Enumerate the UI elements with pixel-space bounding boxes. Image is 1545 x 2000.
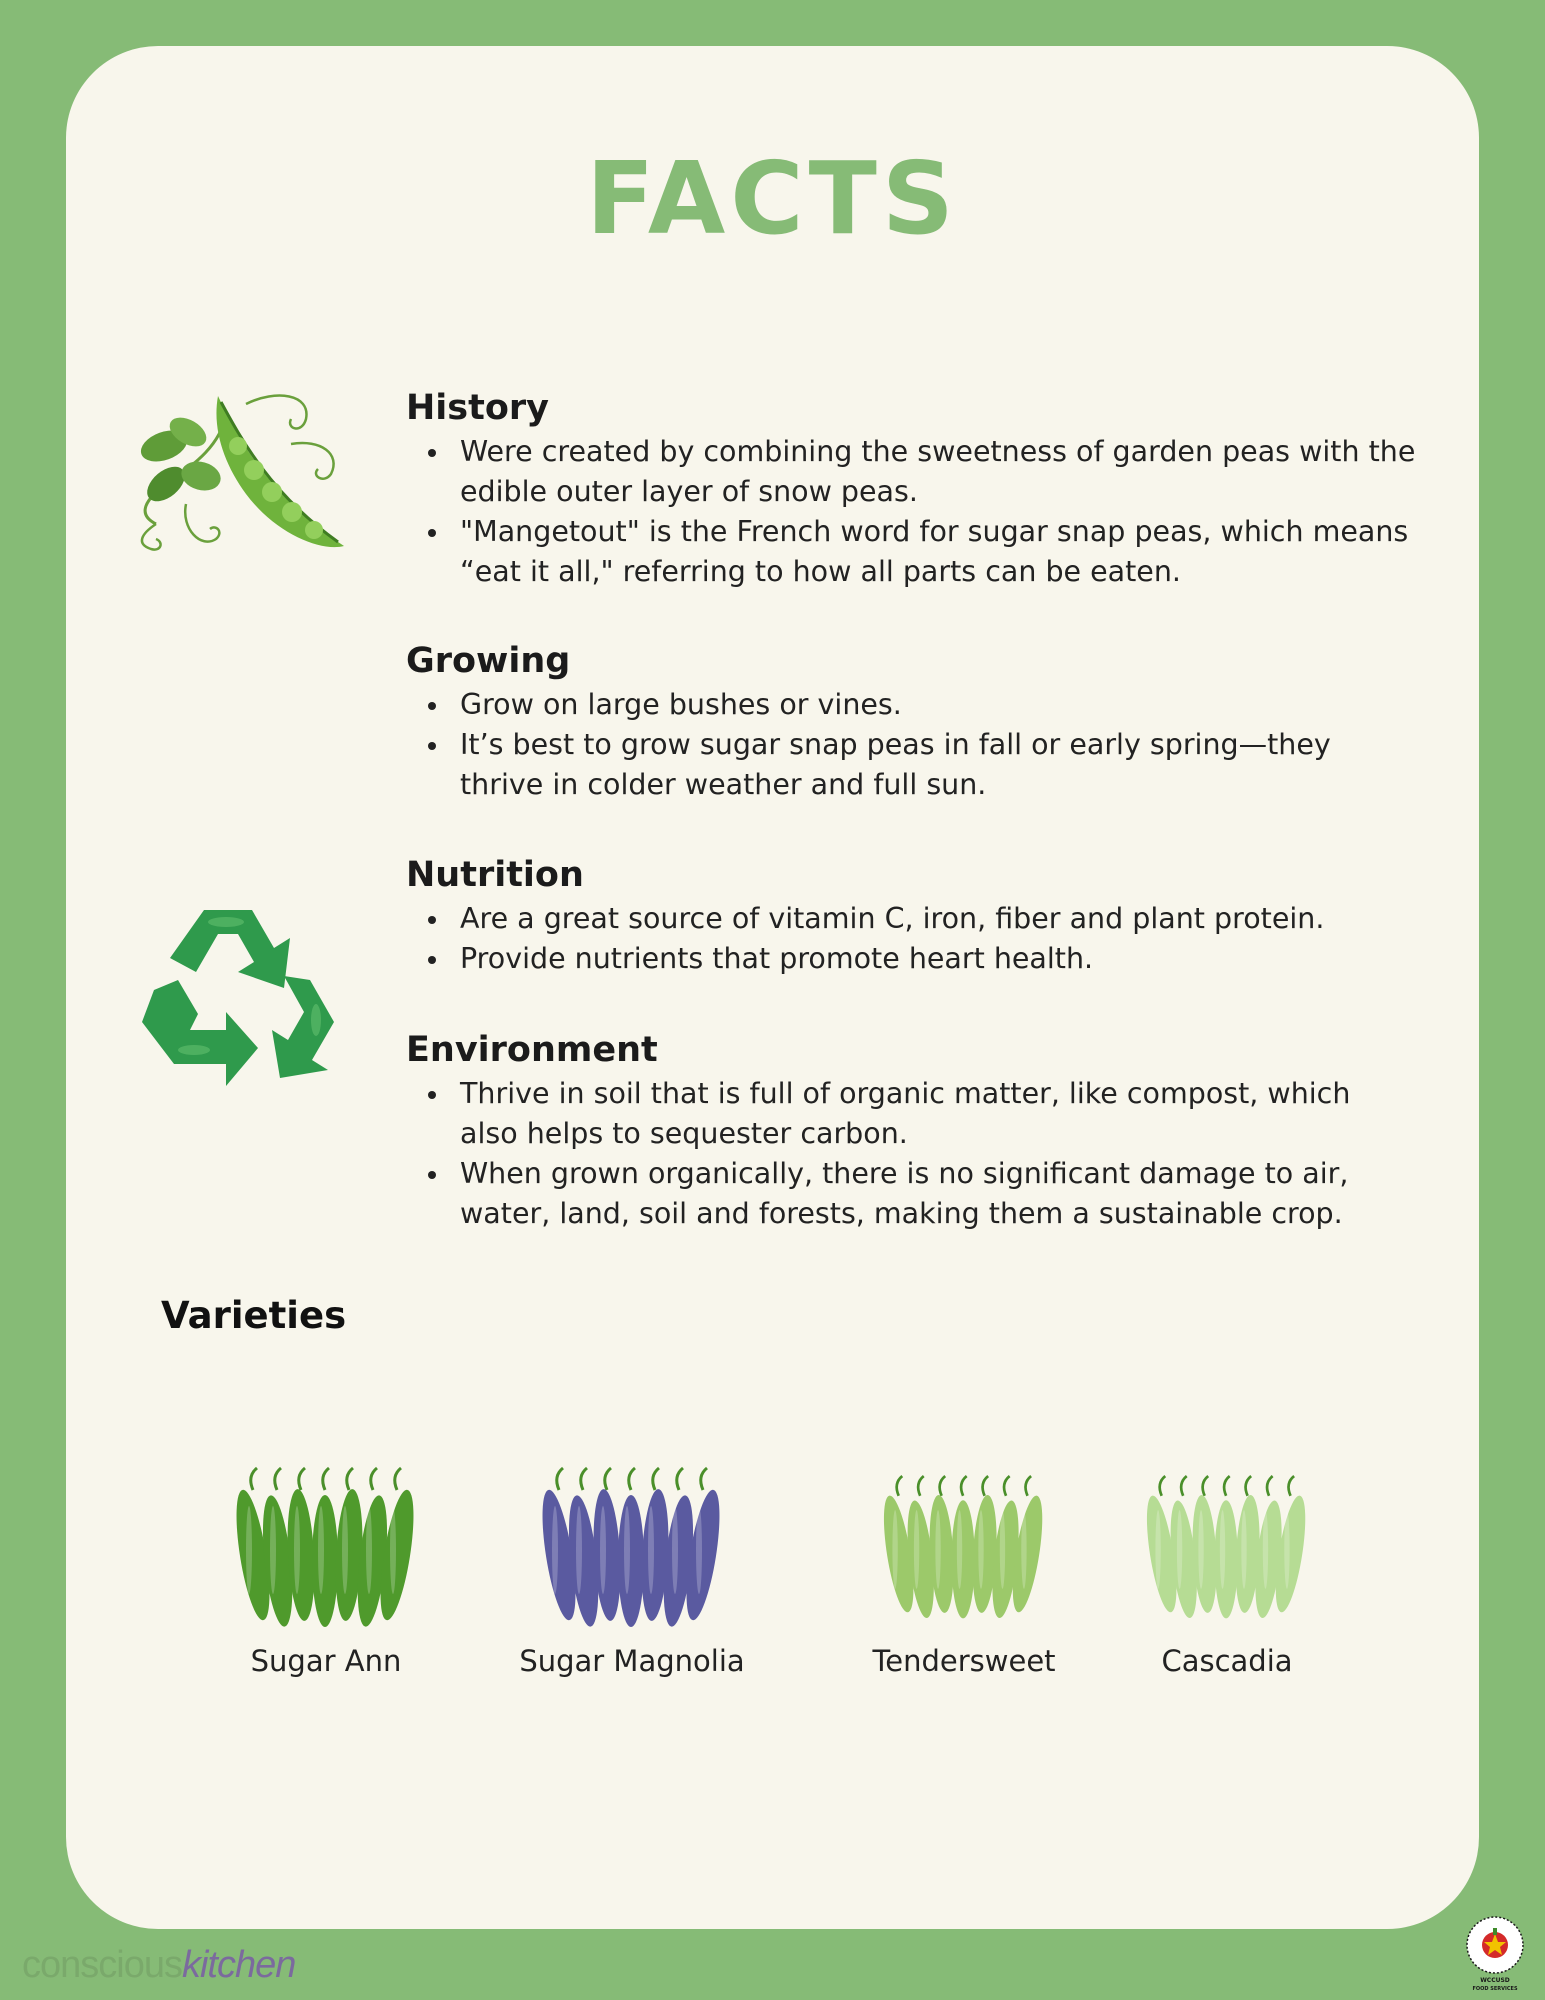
variety-label: Tendersweet (872, 1644, 1056, 1678)
growing-bullet-2: It’s best to grow sugar snap peas in fall or early spring—they thrive in colder weather and full sun. (406, 725, 1416, 805)
history-bullet-2: "Mangetout" is the French word for sugar snap peas, which means “eat it all," referring to how all parts can be eaten. (406, 512, 1416, 592)
variety-label: Sugar Ann (250, 1644, 402, 1678)
variety-sugar-magnolia (512, 1460, 752, 1678)
variety-cascadia (1130, 1460, 1324, 1678)
variety-label: Cascadia (1161, 1644, 1293, 1678)
wccusd-seal-icon (1462, 1912, 1528, 1996)
history-heading: History (406, 388, 549, 428)
growing-bullet-1: Grow on large bushes or vines. (406, 685, 1416, 725)
page-title: FACTS (586, 140, 959, 257)
pea-pod-icon (126, 384, 346, 574)
variety-label: Sugar Magnolia (519, 1644, 745, 1678)
pea-pods-image (537, 1460, 727, 1630)
nutrition-heading: Nutrition (406, 855, 584, 895)
brand-logo-part1: conscious (22, 1944, 182, 1986)
nutrition-section (406, 855, 1416, 979)
varieties-heading: Varieties (161, 1294, 347, 1337)
nutrition-bullet-1: Are a great source of vitamin C, iron, fiber and plant protein. (406, 899, 1416, 939)
brand-logo-part2: kitchen (181, 1944, 296, 1986)
recycle-icon (134, 900, 340, 1098)
environment-section (406, 1030, 1416, 1234)
variety-tendersweet (862, 1460, 1066, 1678)
pea-pods-image (1142, 1460, 1312, 1630)
environment-bullet-2: When grown organically, there is no significant damage to air, water, land, soil and forests, making them a sustainable crop. (406, 1154, 1416, 1234)
history-bullet-1: Were created by combining the sweetness of garden peas with the edible outer layer of snow peas. (406, 432, 1416, 512)
svg-text:WCCUSD: WCCUSD (1480, 1977, 1510, 1984)
environment-heading: Environment (406, 1030, 658, 1070)
growing-section (406, 641, 1416, 805)
pea-pods-image (231, 1460, 421, 1630)
variety-sugar-ann (226, 1460, 426, 1678)
svg-text:FOOD SERVICES: FOOD SERVICES (1472, 1986, 1518, 1992)
pea-pods-image (879, 1460, 1049, 1630)
nutrition-bullet-2: Provide nutrients that promote heart health. (406, 939, 1416, 979)
growing-heading: Growing (406, 641, 571, 681)
environment-bullet-1: Thrive in soil that is full of organic matter, like compost, which also helps to sequester carbon. (406, 1074, 1416, 1154)
history-section (406, 388, 1416, 592)
brand-logo (22, 1944, 295, 1987)
